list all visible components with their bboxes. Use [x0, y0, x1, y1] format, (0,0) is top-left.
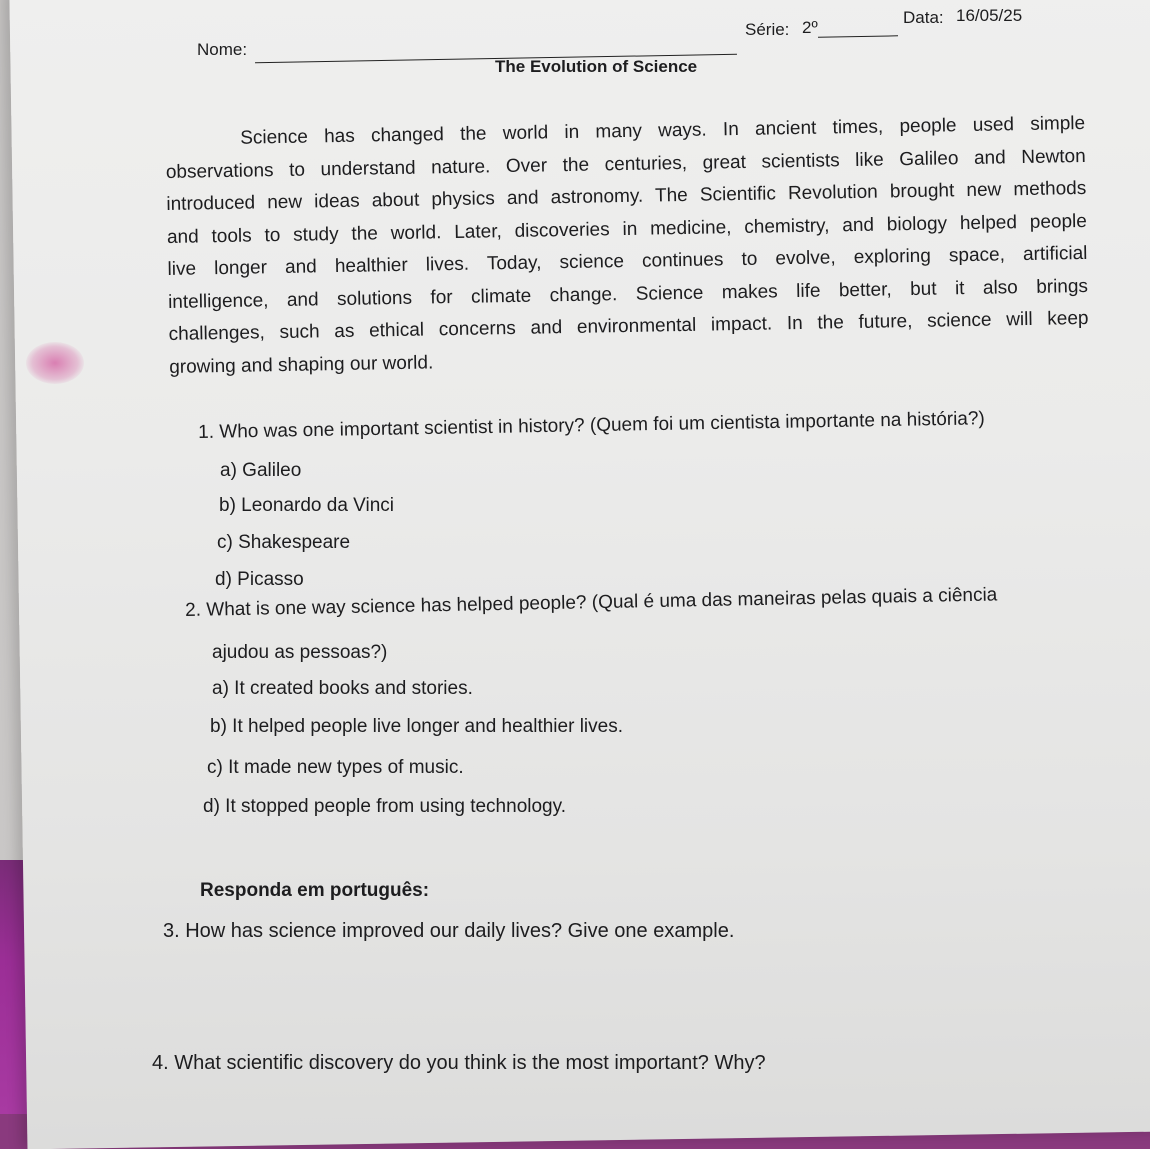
q1-option-c: c) Shakespeare	[217, 532, 351, 553]
data-value: 16/05/25	[956, 6, 1023, 25]
paragraph-line: introduced new ideas about physics and astronomy. The Scientific Revolution brought new methods	[166, 177, 1087, 215]
question-4: 4. What scientific discovery do you think is the most important? Why?	[152, 1052, 766, 1074]
q1-option-a: a) Galileo	[220, 460, 302, 481]
q1-option-d: d) Picasso	[215, 569, 304, 590]
worksheet-title: The Evolution of Science	[495, 57, 698, 76]
q1-option-b: b) Leonardo da Vinci	[219, 495, 394, 516]
nome-label: Nome:	[197, 40, 248, 59]
instruction-heading: Responda em português:	[200, 880, 430, 901]
serie-value: 2º	[802, 18, 818, 37]
paragraph-line: growing and shaping our world.	[169, 351, 434, 378]
serie-label: Série:	[745, 20, 790, 39]
question-1: 1. Who was one important scientist in history? (Quem foi um cientista importante na história?)	[198, 408, 985, 443]
question-2: 2. What is one way science has helped people? (Qual é uma das maneiras pelas quais a ciência	[185, 584, 998, 621]
paragraph-line: observations to understand nature. Over the centuries, great scientists like Galileo and Newton	[165, 145, 1086, 183]
data-label: Data:	[903, 8, 944, 27]
paragraph-line: live longer and healthier lives. Today, science continues to evolve, exploring space, artificial	[167, 242, 1088, 280]
ink-stain	[26, 342, 84, 384]
paragraph-line: challenges, such as ethical concerns and environmental impact. In the future, science will keep	[168, 307, 1089, 345]
paragraph-line: Science has changed the world in many ways. In ancient times, people used simple	[240, 112, 1086, 149]
paragraph-line: intelligence, and solutions for climate change. Science makes life better, but it also brings	[167, 275, 1089, 313]
question-2-continued: ajudou as pessoas?)	[212, 642, 388, 663]
question-3: 3. How has science improved our daily lives? Give one example.	[163, 920, 735, 942]
q2-option-c: c) It made new types of music.	[207, 757, 464, 778]
q2-option-b: b) It helped people live longer and healthier lives.	[210, 716, 623, 737]
q2-option-d: d) It stopped people from using technology.	[203, 796, 566, 817]
paragraph-line: and tools to study the world. Later, discoveries in medicine, chemistry, and biology helped people	[166, 210, 1088, 248]
reading-paragraph	[165, 108, 1089, 384]
q2-option-a: a) It created books and stories.	[212, 678, 473, 699]
